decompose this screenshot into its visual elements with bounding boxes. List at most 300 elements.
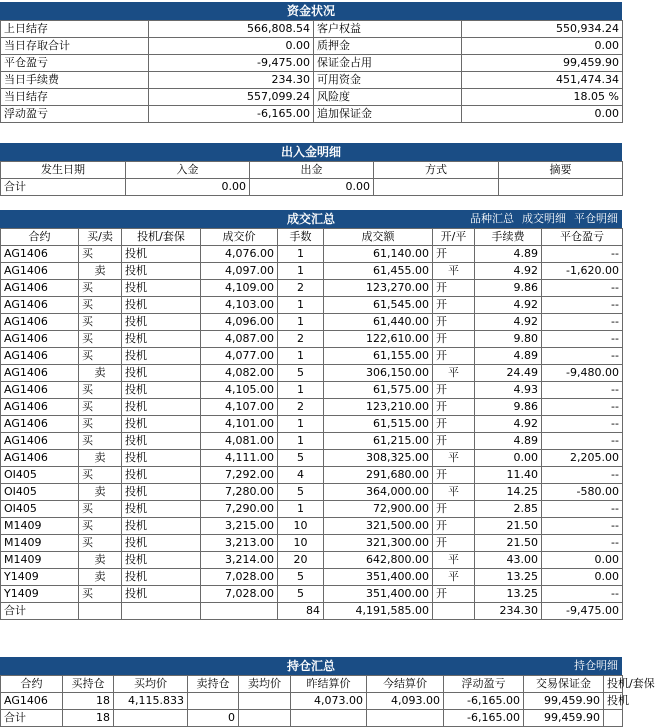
table-cell: -- [542, 535, 623, 552]
fund-label: 平仓盈亏 [1, 55, 149, 72]
table-cell: 投机 [122, 246, 201, 263]
total-cell: 4,191,585.00 [324, 603, 433, 620]
table-cell: AG1406 [1, 450, 79, 467]
table-cell: AG1406 [1, 433, 79, 450]
table-cell: 买 [79, 331, 122, 348]
trade-row [1, 552, 623, 569]
table-cell: 21.50 [475, 535, 542, 552]
table-cell: 买 [79, 535, 122, 552]
table-cell: 4,077.00 [201, 348, 278, 365]
fund-label: 客户权益 [314, 21, 462, 38]
total-cell: 合计 [1, 710, 63, 727]
trade-row [1, 331, 623, 348]
table-cell: 10 [278, 535, 324, 552]
fund-status-header [0, 2, 622, 20]
fund-label: 质押金 [314, 38, 462, 55]
header-link[interactable]: 成交明细 [522, 212, 566, 225]
trade-row [1, 569, 623, 586]
trades-links [462, 210, 618, 228]
table-cell: 开 [433, 518, 475, 535]
table-cell: 7,280.00 [201, 484, 278, 501]
trade-row [1, 365, 623, 382]
table-cell: 2 [278, 280, 324, 297]
table-cell: 4.89 [475, 246, 542, 263]
table-cell: AG1406 [1, 416, 79, 433]
table-cell: 4.92 [475, 314, 542, 331]
table-cell: 1 [278, 433, 324, 450]
table-cell: 9.86 [475, 280, 542, 297]
fund-row [1, 106, 623, 123]
table-cell: 642,800.00 [324, 552, 433, 569]
trade-row [1, 450, 623, 467]
total-cell: 0.00 [250, 179, 374, 196]
table-cell: -- [542, 416, 623, 433]
total-cell [114, 710, 188, 727]
trade-row [1, 297, 623, 314]
column-header: 手数 [278, 229, 324, 246]
table-cell: 4.93 [475, 382, 542, 399]
fund-status-table [0, 20, 623, 123]
table-cell: OI405 [1, 501, 79, 518]
total-cell: 合计 [1, 179, 126, 196]
table-cell: 买 [79, 501, 122, 518]
table-cell: 投机 [122, 331, 201, 348]
table-cell: AG1406 [1, 331, 79, 348]
table-cell [188, 693, 239, 710]
total-cell [433, 603, 475, 620]
table-cell: 0.00 [542, 552, 623, 569]
table-cell: 3,213.00 [201, 535, 278, 552]
table-cell: -- [542, 382, 623, 399]
table-cell: OI405 [1, 484, 79, 501]
positions-total-row [1, 710, 623, 727]
table-cell: 61,155.00 [324, 348, 433, 365]
table-cell: 7,028.00 [201, 586, 278, 603]
trade-row [1, 484, 623, 501]
table-cell: 61,575.00 [324, 382, 433, 399]
table-cell: 4,109.00 [201, 280, 278, 297]
table-cell: 21.50 [475, 518, 542, 535]
positions-title: 持仓汇总 [286, 659, 335, 673]
table-cell: 投机 [122, 314, 201, 331]
fund-row [1, 55, 623, 72]
table-cell: 开 [433, 433, 475, 450]
total-cell: -9,475.00 [542, 603, 623, 620]
trade-row [1, 382, 623, 399]
table-cell: -- [542, 518, 623, 535]
column-header: 合约 [1, 229, 79, 246]
table-cell: Y1409 [1, 569, 79, 586]
fund-label: 当日存取合计 [1, 38, 149, 55]
table-cell: 123,270.00 [324, 280, 433, 297]
column-header: 摘要 [499, 162, 623, 179]
table-cell: -- [542, 348, 623, 365]
table-cell: 4,097.00 [201, 263, 278, 280]
table-cell: -- [542, 467, 623, 484]
table-cell: 291,680.00 [324, 467, 433, 484]
column-header: 卖持仓 [188, 676, 239, 693]
table-cell: 投机 [122, 348, 201, 365]
table-cell: 5 [278, 484, 324, 501]
trade-row [1, 467, 623, 484]
cashflow-header-row [1, 162, 623, 179]
table-cell: AG1406 [1, 693, 63, 710]
table-cell: 投机 [122, 450, 201, 467]
column-header: 今结算价 [367, 676, 444, 693]
positions-header-row [1, 676, 623, 693]
table-cell: 13.25 [475, 586, 542, 603]
trades-table [0, 228, 623, 620]
trade-row [1, 586, 623, 603]
table-cell: 开 [433, 467, 475, 484]
table-cell: 卖 [79, 365, 122, 382]
table-cell: AG1406 [1, 246, 79, 263]
table-cell: 投机 [122, 280, 201, 297]
table-cell: 买 [79, 416, 122, 433]
table-cell: 卖 [79, 450, 122, 467]
table-cell: 2 [278, 399, 324, 416]
table-cell: 投机 [122, 399, 201, 416]
table-cell: 4 [278, 467, 324, 484]
total-cell [239, 710, 291, 727]
table-cell: M1409 [1, 518, 79, 535]
fund-value: 451,474.34 [462, 72, 623, 89]
table-cell: 18 [63, 693, 114, 710]
table-cell: 投机 [122, 416, 201, 433]
table-cell: 投机 [122, 501, 201, 518]
table-cell: 1 [278, 297, 324, 314]
cashflow-header [0, 143, 622, 161]
table-cell: 364,000.00 [324, 484, 433, 501]
table-cell: 5 [278, 365, 324, 382]
table-cell: 351,400.00 [324, 569, 433, 586]
total-cell: 合计 [1, 603, 79, 620]
trades-header [0, 210, 622, 228]
fund-value: 0.00 [462, 38, 623, 55]
table-cell: AG1406 [1, 297, 79, 314]
positions-table [0, 675, 655, 727]
table-cell: 4.89 [475, 348, 542, 365]
table-cell: 20 [278, 552, 324, 569]
table-cell: 122,610.00 [324, 331, 433, 348]
table-cell: 306,150.00 [324, 365, 433, 382]
total-cell [122, 603, 201, 620]
table-cell: 平 [433, 484, 475, 501]
total-cell [201, 603, 278, 620]
table-cell: -1,620.00 [542, 263, 623, 280]
header-link[interactable]: 持仓明细 [574, 659, 618, 672]
table-cell: Y1409 [1, 586, 79, 603]
table-cell: AG1406 [1, 399, 79, 416]
table-cell: 4,076.00 [201, 246, 278, 263]
table-cell: 5 [278, 569, 324, 586]
table-cell: 开 [433, 348, 475, 365]
column-header: 方式 [374, 162, 499, 179]
cashflow-total-row [1, 179, 623, 196]
column-header: 投机/套保 [604, 676, 623, 693]
total-cell [79, 603, 122, 620]
table-cell: -- [542, 331, 623, 348]
table-cell: 5 [278, 450, 324, 467]
table-cell: 投机 [122, 586, 201, 603]
table-cell: 4.92 [475, 416, 542, 433]
table-cell: AG1406 [1, 314, 79, 331]
fund-label: 浮动盈亏 [1, 106, 149, 123]
column-header: 浮动盈亏 [444, 676, 524, 693]
table-cell: 61,455.00 [324, 263, 433, 280]
table-cell: 卖 [79, 569, 122, 586]
table-cell: -- [542, 433, 623, 450]
table-cell: M1409 [1, 552, 79, 569]
table-cell: AG1406 [1, 280, 79, 297]
table-cell: 4,105.00 [201, 382, 278, 399]
column-header: 平仓盈亏 [542, 229, 623, 246]
fund-label: 当日手续费 [1, 72, 149, 89]
table-cell: 投机 [122, 535, 201, 552]
column-header: 成交额 [324, 229, 433, 246]
table-cell: 4,103.00 [201, 297, 278, 314]
table-cell: 投机 [122, 484, 201, 501]
fund-label: 追加保证金 [314, 106, 462, 123]
fund-value: 99,459.90 [462, 55, 623, 72]
table-cell: 1 [278, 348, 324, 365]
trade-row [1, 348, 623, 365]
total-cell [291, 710, 367, 727]
table-cell: 321,300.00 [324, 535, 433, 552]
table-cell: 1 [278, 501, 324, 518]
table-cell: 72,900.00 [324, 501, 433, 518]
table-cell: 7,292.00 [201, 467, 278, 484]
fund-row [1, 38, 623, 55]
total-cell: -6,165.00 [444, 710, 524, 727]
table-cell: 4,093.00 [367, 693, 444, 710]
fund-status-title: 资金状况 [286, 4, 335, 18]
column-header: 成交价 [201, 229, 278, 246]
table-cell: 投机 [122, 433, 201, 450]
table-cell: 3,214.00 [201, 552, 278, 569]
total-cell: 234.30 [475, 603, 542, 620]
position-row [1, 693, 623, 710]
table-cell: 买 [79, 433, 122, 450]
table-cell: 7,290.00 [201, 501, 278, 518]
table-cell: 1 [278, 416, 324, 433]
fund-label: 上日结存 [1, 21, 149, 38]
table-cell: 99,459.90 [524, 693, 604, 710]
table-cell: 1 [278, 246, 324, 263]
total-cell: 0 [188, 710, 239, 727]
column-header: 入金 [126, 162, 250, 179]
total-cell [374, 179, 499, 196]
table-cell: 开 [433, 586, 475, 603]
header-link[interactable]: 平仓明细 [574, 212, 618, 225]
fund-value: 566,808.54 [149, 21, 314, 38]
table-cell: 11.40 [475, 467, 542, 484]
table-cell: 平 [433, 450, 475, 467]
column-header: 开/平 [433, 229, 475, 246]
table-cell: -- [542, 586, 623, 603]
table-cell: 买 [79, 280, 122, 297]
table-cell: 7,028.00 [201, 569, 278, 586]
table-cell: 开 [433, 297, 475, 314]
table-cell: 0.00 [475, 450, 542, 467]
column-header: 卖均价 [239, 676, 291, 693]
header-link[interactable]: 品种汇总 [470, 212, 514, 225]
column-header: 买/卖 [79, 229, 122, 246]
table-cell: 卖 [79, 552, 122, 569]
table-cell: 123,210.00 [324, 399, 433, 416]
fund-row [1, 89, 623, 106]
fund-row [1, 72, 623, 89]
table-cell: 4.92 [475, 297, 542, 314]
table-cell: 开 [433, 331, 475, 348]
table-cell: 卖 [79, 263, 122, 280]
table-cell: -- [542, 297, 623, 314]
table-cell: 9.80 [475, 331, 542, 348]
table-cell: OI405 [1, 467, 79, 484]
column-header: 合约 [1, 676, 63, 693]
column-header: 手续费 [475, 229, 542, 246]
table-cell: 351,400.00 [324, 586, 433, 603]
column-header: 昨结算价 [291, 676, 367, 693]
table-cell: -- [542, 501, 623, 518]
fund-value: 550,934.24 [462, 21, 623, 38]
table-cell: 平 [433, 263, 475, 280]
fund-label: 当日结存 [1, 89, 149, 106]
table-cell: -580.00 [542, 484, 623, 501]
total-cell: 0.00 [126, 179, 250, 196]
trade-row [1, 416, 623, 433]
fund-value: 234.30 [149, 72, 314, 89]
total-cell: 84 [278, 603, 324, 620]
table-cell: 开 [433, 535, 475, 552]
trade-row [1, 280, 623, 297]
table-cell: 卖 [79, 484, 122, 501]
fund-value: -6,165.00 [149, 106, 314, 123]
table-cell: 买 [79, 297, 122, 314]
table-cell: AG1406 [1, 382, 79, 399]
table-cell: 4.89 [475, 433, 542, 450]
table-cell [239, 693, 291, 710]
table-cell: -6,165.00 [444, 693, 524, 710]
table-cell: 1 [278, 382, 324, 399]
table-cell: 61,440.00 [324, 314, 433, 331]
total-cell: 99,459.90 [524, 710, 604, 727]
table-cell: 开 [433, 382, 475, 399]
table-cell: 投机 [122, 552, 201, 569]
table-cell: 2,205.00 [542, 450, 623, 467]
table-cell: 开 [433, 399, 475, 416]
table-cell: 平 [433, 552, 475, 569]
table-cell: -- [542, 280, 623, 297]
table-cell: AG1406 [1, 365, 79, 382]
table-cell: 投机 [122, 467, 201, 484]
table-cell: 61,515.00 [324, 416, 433, 433]
table-cell: 买 [79, 348, 122, 365]
fund-value: -9,475.00 [149, 55, 314, 72]
table-cell: 61,215.00 [324, 433, 433, 450]
cashflow-section [0, 143, 622, 196]
trade-row [1, 535, 623, 552]
table-cell: 买 [79, 518, 122, 535]
table-cell: 308,325.00 [324, 450, 433, 467]
total-cell [499, 179, 623, 196]
table-cell: 2 [278, 331, 324, 348]
table-cell: 43.00 [475, 552, 542, 569]
table-cell: 61,545.00 [324, 297, 433, 314]
fund-value: 0.00 [462, 106, 623, 123]
table-cell: 4,111.00 [201, 450, 278, 467]
table-cell: 开 [433, 501, 475, 518]
table-cell: 5 [278, 586, 324, 603]
table-cell: -- [542, 314, 623, 331]
table-cell: 投机 [122, 569, 201, 586]
table-cell: AG1406 [1, 263, 79, 280]
table-cell: 4,101.00 [201, 416, 278, 433]
table-cell: 买 [79, 382, 122, 399]
positions-header [0, 657, 622, 675]
table-cell: 买 [79, 399, 122, 416]
trade-row [1, 314, 623, 331]
table-cell: 平 [433, 365, 475, 382]
total-cell: 18 [63, 710, 114, 727]
table-cell: 4,082.00 [201, 365, 278, 382]
trade-row [1, 246, 623, 263]
table-cell: 0.00 [542, 569, 623, 586]
column-header: 发生日期 [1, 162, 126, 179]
fund-label: 风险度 [314, 89, 462, 106]
column-header: 出金 [250, 162, 374, 179]
total-cell [604, 710, 623, 727]
fund-value: 557,099.24 [149, 89, 314, 106]
fund-value: 0.00 [149, 38, 314, 55]
trades-header-row [1, 229, 623, 246]
trades-total-row [1, 603, 623, 620]
table-cell: 投机 [122, 518, 201, 535]
table-cell: 4,107.00 [201, 399, 278, 416]
table-cell: 4,081.00 [201, 433, 278, 450]
table-cell: 开 [433, 416, 475, 433]
table-cell: 买 [79, 314, 122, 331]
table-cell: 1 [278, 314, 324, 331]
table-cell: -- [542, 399, 623, 416]
fund-row [1, 21, 623, 38]
table-cell: 4,115.833 [114, 693, 188, 710]
table-cell: M1409 [1, 535, 79, 552]
fund-status-section [0, 2, 622, 123]
positions-links [566, 657, 618, 675]
table-cell: 13.25 [475, 569, 542, 586]
cashflow-title: 出入金明细 [280, 145, 341, 159]
table-cell: 1 [278, 263, 324, 280]
table-cell: 开 [433, 314, 475, 331]
trade-row [1, 518, 623, 535]
trades-section [0, 210, 622, 620]
column-header: 买均价 [114, 676, 188, 693]
table-cell: 61,140.00 [324, 246, 433, 263]
table-cell: 14.25 [475, 484, 542, 501]
table-cell: -9,480.00 [542, 365, 623, 382]
table-cell: 4,073.00 [291, 693, 367, 710]
table-cell: 开 [433, 246, 475, 263]
table-cell: 投机 [122, 365, 201, 382]
table-cell: 投机 [122, 263, 201, 280]
table-cell: 投机 [604, 693, 623, 710]
fund-label: 保证金占用 [314, 55, 462, 72]
trade-row [1, 433, 623, 450]
table-cell: 买 [79, 467, 122, 484]
cashflow-table [0, 161, 623, 196]
total-cell [367, 710, 444, 727]
